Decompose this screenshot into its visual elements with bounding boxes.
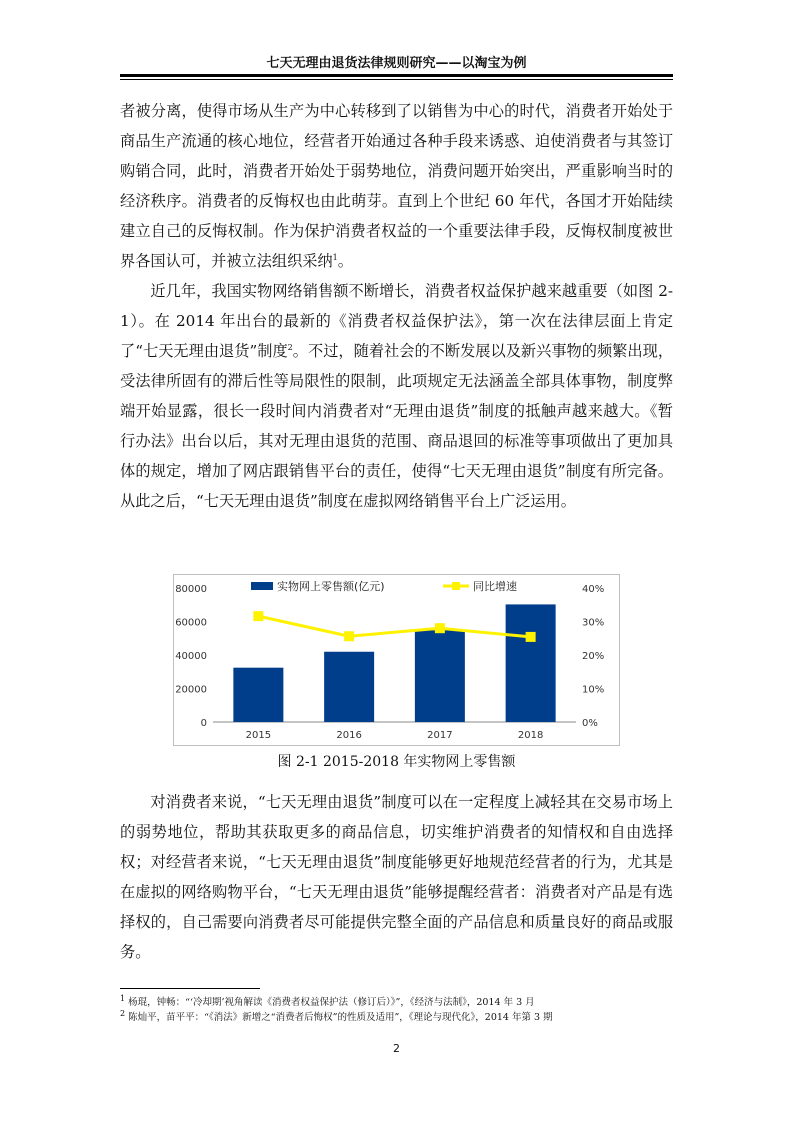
footnote-1-num: 1 [120,993,126,1003]
x-tick-label: 2016 [336,730,362,741]
growth-point-2017 [435,623,445,633]
y-right-tick-label: 40% [582,584,605,595]
footnote-1 [120,993,673,1009]
y-right-tick-label: 0% [582,718,598,729]
x-tick-label: 2015 [245,730,272,741]
bar-2015 [233,668,283,722]
y-right-tick-label: 20% [582,651,605,662]
growth-point-2015 [253,611,263,621]
body-text-bottom [120,787,673,967]
paragraph-1-end: 。 [337,252,353,270]
footnote-ref-1[interactable]: 1 [332,252,338,262]
growth-point-2018 [526,632,536,642]
x-tick-label: 2017 [427,730,453,741]
legend-bar-swatch [251,582,273,590]
y-left-tick-label: 60000 [175,617,207,629]
x-tick-label: 2018 [517,730,544,741]
figure-caption: 图 2-1 2015-2018 年实物网上零售额 [277,754,516,770]
paragraph-2-end: 。不过，随着社会的不断发展以及新兴事物的频繁出现，受法律所固有的滞后性等局限性的限制，此项规定无法涵盖全部具体事物，制度弊端开始显露，很长一段时间内消费者对“无理由退货”制度的抵触声越来越大。《暂行办法》出台以后，其对无理由退货的范围、商品退回的标准等事项做出了更加具体的规定，增加了网店跟销售平台的责任，使得“七天无理由退货”制度有所完备。从此之后，“七天无理由退货”制度在虚拟网络销售平台上广泛运用。 [120,342,674,510]
footnote-rule [120,988,260,989]
paragraph-1 [120,96,673,276]
y-left-tick-label: 40000 [175,651,207,662]
header-rule-thick [120,74,673,77]
footnote-2-num: 2 [120,1008,126,1018]
footnote-1-text: 杨琨，钟畅：“‘冷却期’视角解读《消费者权益保护法（修订后）》”，《经济与法制》，2014 年 3 月 [128,997,535,1008]
paragraph-2 [120,276,673,516]
bar-2018 [506,604,556,722]
retail-chart-svg [173,574,620,746]
legend-bar-label: 实物网上零售额(亿元) [277,580,385,593]
body-text-top [120,96,673,516]
footnote-2-text: 陈灿平，苗平平：“《消法》新增之“消费者后悔权”的性质及适用”，《理论与现代化》，2014 年第 3 期 [128,1012,553,1023]
footnote-ref-2[interactable]: 2 [287,342,293,352]
y-left-tick-label: 80000 [175,584,207,595]
bar-2017 [415,630,465,722]
footnote-2 [120,1008,673,1024]
y-left-tick-label: 0 [200,718,207,729]
legend-line-label: 同比增速 [473,580,517,593]
bar-2016 [324,652,374,722]
paragraph-1-text: 者被分离，使得市场从生产为中心转移到了以销售为中心的时代，消费者开始处于商品生产流通的核心地位，经营者开始通过各种手段来诱惑、迫使消费者与其签订购销合同，此时，消费者开始处于弱势地位，消费问题开始突出，严重影响当时的经济秩序。消费者的反悔权也由此萌芽。直到上个世纪 60 年代，各国才开始陆续建立自己的反悔权制。作为保护消费者权益的一个重要法律手段，反悔权制度被世界各国认可，并被立法组织采纳 [120,102,673,270]
legend-line-marker [452,582,460,590]
y-left-tick-label: 20000 [175,684,207,696]
running-header: 七天无理由退货法律规则研究——以淘宝为例 [266,56,527,71]
paragraph-2-text: 近几年，我国实物网络销售额不断增长，消费者权益保护越来越重要（如图 2-1）。在 2014 年出台的最新的《消费者权益保护法》，第一次在法律层面上肯定了“七天无理由退货”制度 [120,282,673,360]
paragraph-3: 对消费者来说，“七天无理由退货”制度可以在一定程度上减轻其在交易市场上的弱势地位，帮助其获取更多的商品信息，切实维护消费者的知情权和自由选择权；对经营者来说，“七天无理由退货”制度能够更好地规范经营者的行为，尤其是在虚拟的网络购物平台，“七天无理由退货”能够提醒经营者：消费者对产品是有选择权的，自己需要向消费者尽可能提供完整全面的产品信息和质量良好的商品或服务。 [120,793,673,961]
growth-point-2016 [344,631,354,641]
header-rule-thin [120,79,673,80]
retail-chart [173,574,620,746]
y-right-tick-label: 30% [582,617,605,629]
y-right-tick-label: 10% [582,684,605,696]
page-number: 2 [393,1042,400,1055]
